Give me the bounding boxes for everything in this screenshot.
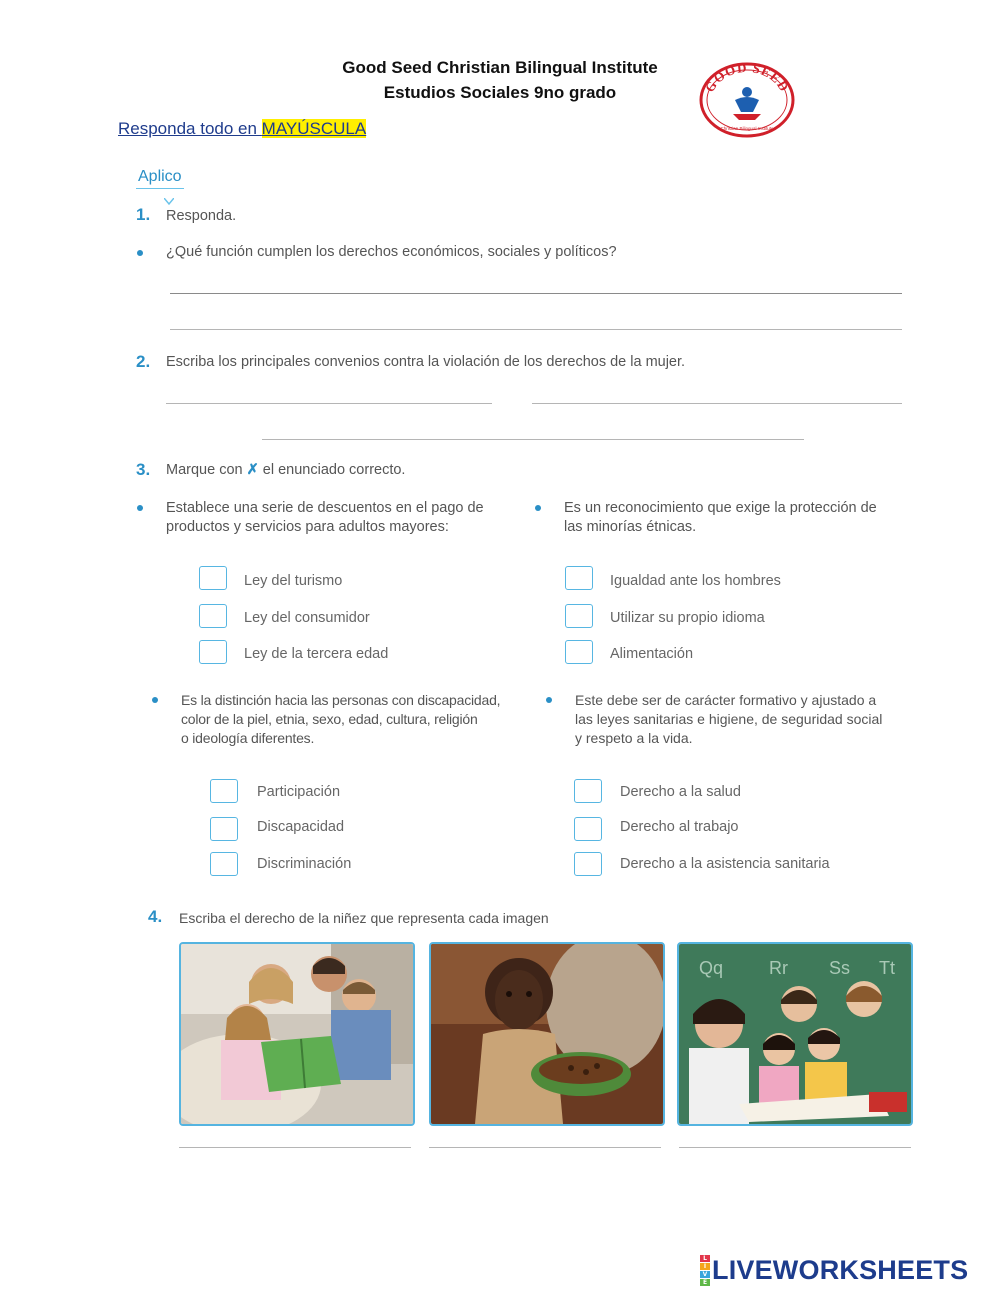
brand-block: V bbox=[700, 1271, 710, 1278]
q3-number: 3. bbox=[136, 460, 151, 479]
option-label: Igualdad ante los hombres bbox=[610, 573, 781, 589]
svg-text:Ss: Ss bbox=[829, 958, 851, 978]
q2-answer-line-1[interactable] bbox=[166, 403, 492, 404]
q3-group-c-statement bbox=[181, 691, 531, 748]
checkbox-igualdad[interactable] bbox=[565, 566, 593, 590]
q3-group-b-bullet bbox=[535, 505, 541, 511]
checkbox-ley-tercera-edad[interactable] bbox=[199, 640, 227, 664]
course-title: Estudios Sociales 9no grado bbox=[383, 83, 617, 102]
checkbox-asistencia-sanitaria[interactable] bbox=[574, 852, 602, 876]
section-label-tail bbox=[164, 191, 174, 199]
svg-text:Tt: Tt bbox=[879, 958, 895, 978]
logo-subtext: Christian Bilingual Institute bbox=[720, 126, 774, 131]
section-label: Aplico bbox=[136, 168, 184, 189]
svg-text:Qq: Qq bbox=[699, 958, 724, 978]
brand-block: E bbox=[700, 1279, 710, 1286]
svg-text:Rr: Rr bbox=[769, 958, 788, 978]
checkbox-discriminacion[interactable] bbox=[210, 852, 238, 876]
statement-line: las minorías étnicas. bbox=[564, 519, 697, 535]
statement-line: Este debe ser de carácter formativo y ajustado a bbox=[575, 692, 877, 708]
q1-bullet-text: ¿Qué función cumplen los derechos económicos, sociales y políticos? bbox=[166, 244, 617, 260]
checkbox-ley-del-consumidor[interactable] bbox=[199, 604, 227, 628]
q3-group-c-bullet bbox=[152, 697, 158, 703]
q3-group-a-statement bbox=[166, 499, 526, 537]
school-name: Good Seed Christian Bilingual Institute bbox=[342, 58, 658, 77]
checkbox-idioma[interactable] bbox=[565, 604, 593, 628]
checkbox-derecho-salud[interactable] bbox=[574, 779, 602, 803]
statement-line: productos y servicios para adultos mayores: bbox=[166, 519, 449, 535]
school-logo bbox=[697, 62, 797, 140]
brand-blocks-icon bbox=[700, 1255, 710, 1286]
liveworksheets-logo bbox=[700, 1255, 968, 1286]
child-with-bowl-photo bbox=[429, 942, 665, 1126]
option-label: Ley de la tercera edad bbox=[244, 646, 389, 662]
q3-group-d-statement bbox=[575, 691, 925, 748]
q4-number: 4. bbox=[148, 907, 163, 926]
statement-line: color de la piel, etnia, sexo, edad, cultura, religión bbox=[181, 711, 478, 727]
checkbox-participacion[interactable] bbox=[210, 779, 238, 803]
q2-number: 2. bbox=[136, 352, 151, 371]
option-label: Derecho al trabajo bbox=[620, 819, 739, 835]
instruction-text: Responda todo en bbox=[118, 119, 262, 138]
q2-answer-line-3[interactable] bbox=[262, 439, 804, 440]
q4-answer-line-3[interactable] bbox=[679, 1147, 911, 1148]
instruction-highlight: MAYÚSCULA bbox=[261, 119, 367, 138]
brand-word: LIVEWORKSHEETS bbox=[712, 1255, 969, 1285]
option-label: Participación bbox=[257, 784, 341, 800]
q3-text-before: Marque con bbox=[166, 462, 247, 478]
q3-group-b-statement bbox=[564, 499, 914, 537]
checkbox-discapacidad[interactable] bbox=[210, 817, 238, 841]
statement-line: Es un reconocimiento que exige la protección de bbox=[564, 500, 877, 516]
q1-text: Responda. bbox=[166, 208, 237, 224]
checkbox-ley-del-turismo[interactable] bbox=[199, 566, 227, 590]
option-label: Utilizar su propio idioma bbox=[610, 610, 765, 626]
option-label: Discapacidad bbox=[257, 819, 345, 835]
checkbox-derecho-trabajo[interactable] bbox=[574, 817, 602, 841]
classroom-children-photo bbox=[677, 942, 913, 1126]
q3-text bbox=[166, 462, 405, 478]
q3-text-after: el enunciado correcto. bbox=[258, 462, 406, 478]
q2-answer-line-2[interactable] bbox=[532, 403, 902, 404]
option-label: Discriminación bbox=[257, 856, 352, 872]
q4-answer-line-2[interactable] bbox=[429, 1147, 661, 1148]
brand-block: I bbox=[700, 1263, 710, 1270]
q3-group-d-bullet bbox=[546, 697, 552, 703]
option-label: Ley del consumidor bbox=[244, 610, 370, 626]
family-reading-photo bbox=[179, 942, 415, 1126]
statement-line: y respeto a la vida. bbox=[575, 730, 693, 746]
q2-text: Escriba los principales convenios contra la violación de los derechos de la mujer. bbox=[166, 354, 686, 370]
statement-line: o ideología diferentes. bbox=[181, 730, 315, 746]
q1-bullet bbox=[137, 250, 143, 256]
x-mark-icon: ✗ bbox=[246, 462, 259, 478]
statement-line: Establece una serie de descuentos en el pago de bbox=[166, 500, 484, 516]
q3-group-a-bullet bbox=[137, 505, 143, 511]
q1-answer-line-1[interactable] bbox=[170, 293, 902, 294]
checkbox-alimentacion[interactable] bbox=[565, 640, 593, 664]
statement-line: las leyes sanitarias e higiene, de seguridad social bbox=[575, 711, 883, 727]
option-label: Derecho a la asistencia sanitaria bbox=[620, 856, 830, 872]
instruction bbox=[118, 119, 366, 139]
q1-answer-line-2[interactable] bbox=[170, 329, 902, 330]
q4-answer-line-1[interactable] bbox=[179, 1147, 411, 1148]
brand-block: L bbox=[700, 1255, 710, 1262]
option-label: Derecho a la salud bbox=[620, 784, 741, 800]
statement-line: Es la distinción hacia las personas con discapacidad, bbox=[181, 692, 501, 708]
option-label: Alimentación bbox=[610, 646, 694, 662]
q4-text: Escriba el derecho de la niñez que representa cada imagen bbox=[179, 910, 549, 926]
option-label: Ley del turismo bbox=[244, 573, 343, 589]
q1-number: 1. bbox=[136, 205, 151, 224]
logo-text: GOOD SEED bbox=[701, 62, 793, 95]
